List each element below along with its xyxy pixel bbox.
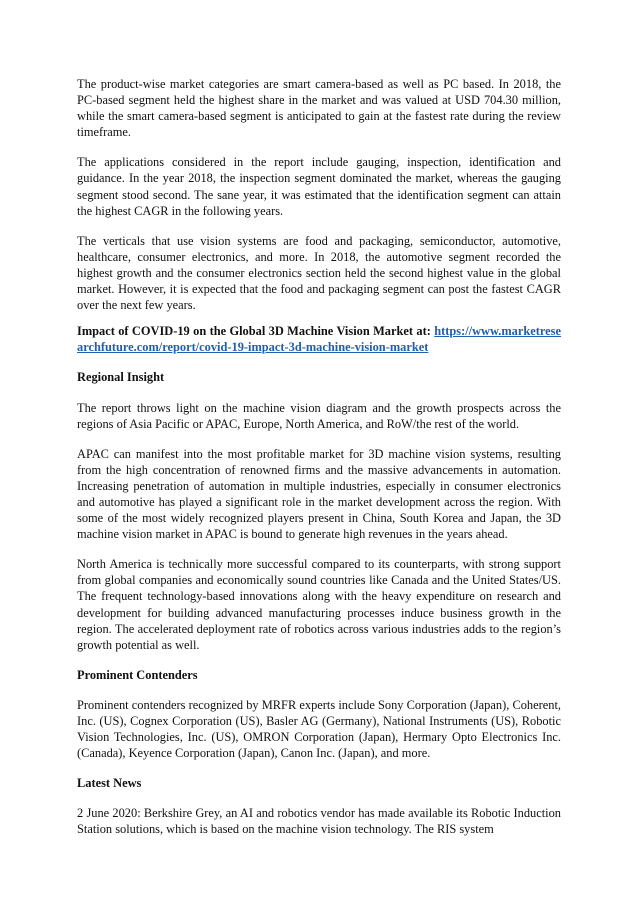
heading-latest-news: Latest News <box>77 776 142 791</box>
paragraph-latest-news: 2 June 2020: Berkshire Grey, an AI and robotics vendor has made available its Robotic Induction Station solutions, which is based on the machine vision technology. The RIS system <box>77 806 561 837</box>
paragraph-applications: The applications considered in the report include gauging, inspection, identification and guidance. In the year 2018, the inspection segment dominated the market, whereas the gauging segment stood second. The sane year, it was estimated that the identification segment can attain the highest CAGR in the following years. <box>77 155 561 218</box>
covid-impact-block <box>77 323 561 355</box>
paragraph-north-america: North America is technically more successful compared to its counterparts, with strong support from global companies and economically sound countries like Canada and the United States/US. The frequent technology-based innovations along with the heavy expenditure on research and development for building advanced manufacturing processes induce business growth in the region. The accelerated deployment rate of robotics across various industries adds to the region’s growth potential as well. <box>77 557 561 652</box>
heading-regional-insight: Regional Insight <box>77 370 165 385</box>
paragraph-apac: APAC can manifest into the most profitable market for 3D machine vision systems, resulting from the high concentration of renowned firms and the massive advancements in automation. Increasing penetration of automation in multiple industries, especially in consumer electronics and automotive has played a significant role in the market development across the region. With some of the most widely recognized players present in China, South Korea and Japan, the 3D machine vision market in APAC is bound to generate high revenues in the years ahead. <box>77 446 561 542</box>
heading-prominent-contenders: Prominent Contenders <box>77 667 198 682</box>
covid-impact-link[interactable]: https://www.marketresearchfuture.com/report/covid-19-impact-3d-machine-vision-market <box>77 324 561 355</box>
paragraph-regions: The report throws light on the machine vision diagram and the growth prospects across the regions of Asia Pacific or APAC, Europe, North America, and RoW/the rest of the world. <box>77 400 561 431</box>
document-page <box>77 76 561 838</box>
covid-impact-label: Impact of COVID-19 on the Global 3D Machine Vision Market at: <box>77 324 431 339</box>
paragraph-product-categories: The product-wise market categories are smart camera-based as well as PC based. In 2018, the PC-based segment held the highest share in the market and was valued at USD 704.30 million, while the smart camera-based segment is anticipated to gain at the fastest rate during the review timeframe. <box>77 77 561 140</box>
paragraph-verticals: The verticals that use vision systems are food and packaging, semiconductor, automotive, healthcare, consumer electronics, and more. In 2018, the automotive segment recorded the highest growth and the consumer electronics section held the second highest value in the global market. However, it is expected that the food and packaging segment can post the fastest CAGR over the next few years. <box>77 233 561 313</box>
paragraph-contenders: Prominent contenders recognized by MRFR experts include Sony Corporation (Japan), Coherent, Inc. (US), Cognex Corporation (US), Basler AG (Germany), National Instruments (US), Robotic Vision Technologies, Inc. (US), OMRON Corporation (Japan), Hermary Opto Electronics Inc. (Canada), Keyence Corporation (Japan), Canon Inc. (Japan), and more. <box>77 697 561 761</box>
